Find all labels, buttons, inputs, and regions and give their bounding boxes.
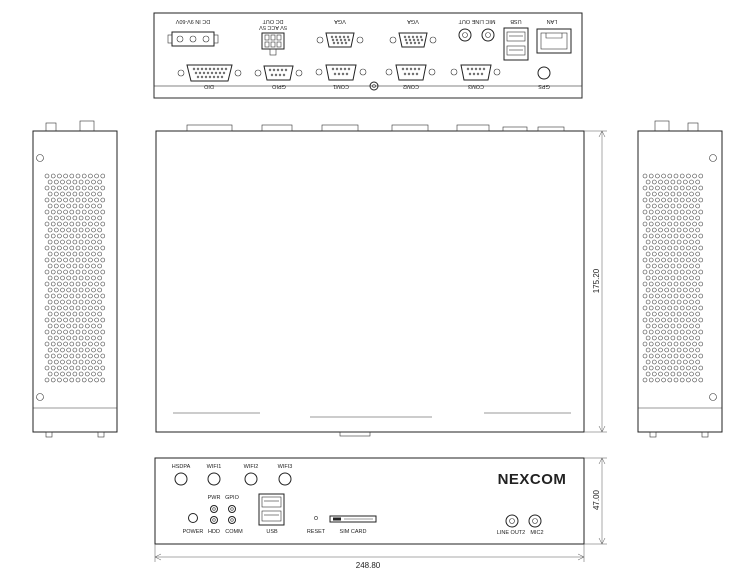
left-side-screw-top	[37, 155, 44, 162]
vga1-label: VGA	[334, 18, 346, 24]
rear-usb-ports	[504, 28, 528, 60]
reset-button[interactable]	[314, 516, 317, 519]
right-vent-holes	[643, 174, 703, 382]
dc-out-pin-label: 5V ACC 5V	[259, 24, 287, 30]
front-height-dimension: 47.00	[592, 489, 601, 511]
vga-port-1	[317, 33, 363, 47]
pwr-led-label: PWR	[207, 495, 221, 501]
line-out2-label: LINE OUT2	[496, 530, 526, 536]
com3-port	[451, 65, 500, 80]
dc-in-connector	[168, 32, 218, 46]
right-side-screw-bottom	[710, 394, 717, 401]
right-side-view	[638, 121, 722, 437]
com1-label: COM1	[333, 83, 349, 89]
gpio-led-label: GPIO	[225, 495, 239, 501]
mic-line-out-label: MIC LINE OUT	[458, 18, 496, 24]
lan-port	[537, 29, 571, 53]
wifi3-antenna	[279, 473, 291, 485]
rear-panel-view	[154, 13, 582, 98]
front-usb-ports	[259, 494, 284, 525]
wifi2-label: WIFI2	[243, 464, 259, 470]
sim-card-label: SIM CARD	[339, 529, 367, 535]
status-leds	[211, 506, 236, 524]
mic2-label: MIC2	[530, 530, 544, 536]
power-label: POWER	[182, 529, 204, 535]
line-out2-jack	[506, 515, 518, 527]
left-side-outline	[33, 131, 117, 432]
width-dimension: 248.80	[355, 561, 381, 570]
lan-label: LAN	[546, 18, 558, 24]
nexcom-logo: NEXCOM	[497, 471, 567, 488]
comm-led-label: COMM	[225, 529, 243, 535]
com1-port	[316, 65, 366, 80]
gps-connector	[538, 67, 550, 79]
sim-card-slot	[330, 516, 376, 522]
gpio-port	[255, 66, 302, 80]
wifi3-label: WIFI3	[277, 464, 293, 470]
com3-label: COM3	[468, 83, 484, 89]
usb-label: USB	[510, 18, 522, 24]
dc-out-connector	[262, 33, 284, 55]
wifi1-label: WIFI1	[206, 464, 222, 470]
front-panel-view	[155, 458, 607, 570]
left-vent-holes	[45, 174, 105, 382]
gpio-rear-label: GPIO	[272, 83, 286, 89]
dc-in-label: DC IN 9V-60V	[175, 18, 211, 24]
vga2-label: VGA	[407, 18, 419, 24]
dc-out-label: DC OUT	[262, 18, 284, 24]
rear-panel-outline	[154, 13, 582, 98]
dio-label: DIO	[204, 83, 214, 89]
wifi2-antenna	[245, 473, 257, 485]
left-side-view	[33, 121, 117, 437]
wifi1-antenna	[208, 473, 220, 485]
com2-port	[386, 65, 435, 80]
mic2-jack	[529, 515, 541, 527]
hdd-led-label: HDD	[208, 529, 220, 535]
rear-panel-base	[154, 86, 582, 98]
top-view	[156, 125, 607, 436]
audio-jacks	[459, 29, 494, 41]
front-usb-label: USB	[266, 529, 278, 535]
hsdpa-antenna	[175, 473, 187, 485]
dio-port	[178, 65, 241, 81]
left-side-screw-bottom	[37, 394, 44, 401]
top-view-height-dimension: 175.20	[592, 268, 601, 294]
top-view-outline	[156, 131, 584, 432]
power-button[interactable]	[189, 514, 198, 523]
reset-label: RESET	[306, 529, 326, 535]
right-side-screw-top	[710, 155, 717, 162]
vga-port-2	[390, 33, 436, 47]
com2-label: COM2	[403, 83, 419, 89]
gps-label: GPS	[538, 83, 550, 89]
hsdpa-label: HSDPA	[171, 464, 191, 470]
